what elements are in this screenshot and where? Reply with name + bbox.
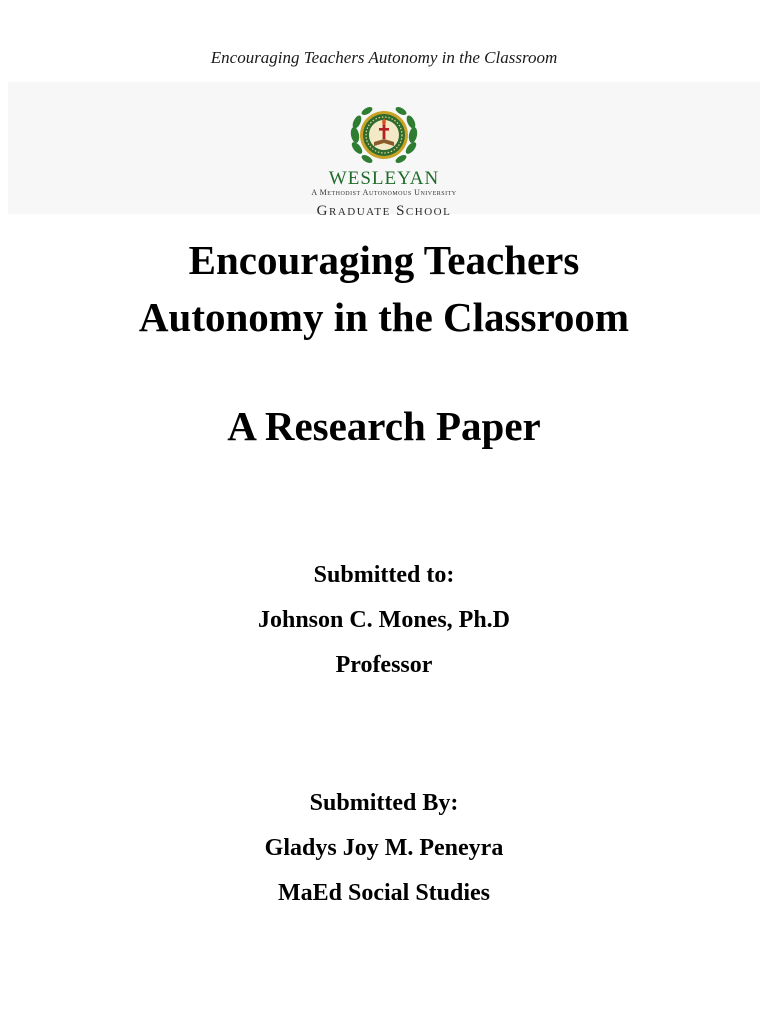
university-tagline: A Methodist Autonomous University xyxy=(311,188,457,197)
title-line-2: Autonomy in the Classroom xyxy=(138,294,630,340)
university-seal-icon xyxy=(345,102,423,168)
university-logo xyxy=(0,102,768,219)
title-line-1: Encouraging Teachers xyxy=(188,237,580,283)
submitted-to-heading: Submitted to: xyxy=(313,562,455,588)
professor-name: Johnson C. Mones, Ph.D xyxy=(257,607,511,633)
author-program: MaEd Social Studies xyxy=(277,880,491,906)
running-header: Encouraging Teachers Autonomy in the Classroom xyxy=(210,48,558,67)
graduate-school-label: Graduate School xyxy=(316,203,452,219)
submitted-by-heading: Submitted By: xyxy=(309,790,459,816)
document-title xyxy=(0,232,768,346)
author-name: Gladys Joy M. Peneyra xyxy=(264,835,504,861)
submitted-by-block xyxy=(0,781,768,916)
professor-role: Professor xyxy=(335,652,433,678)
university-name: WESLEYAN xyxy=(328,168,440,189)
document-subtitle: A Research Paper xyxy=(227,403,541,449)
submitted-to-block xyxy=(0,553,768,688)
